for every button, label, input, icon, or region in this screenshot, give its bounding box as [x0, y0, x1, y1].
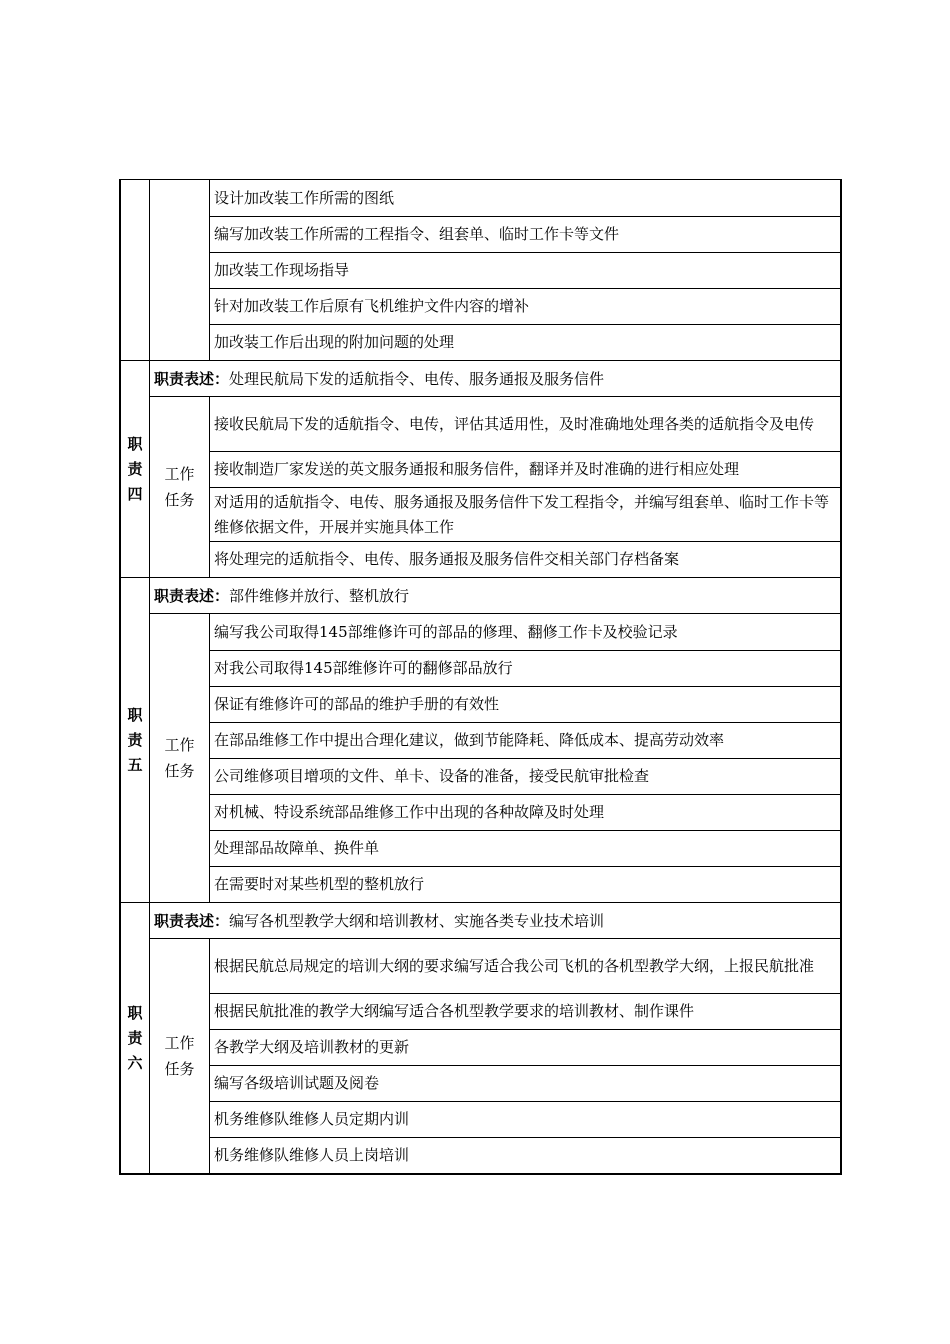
task-item: 在需要时对某些机型的整机放行 [210, 866, 840, 902]
task-item: 公司维修项目增项的文件、单卡、设备的准备，接受民航审批检查 [210, 758, 840, 794]
task-item: 根据民航总局规定的培训大纲的要求编写适合我公司飞机的各机型教学大纲，上报民航批准 [214, 956, 815, 975]
task-item: 根据民航批准的教学大纲编写适合各机型教学要求的培训教材、制作课件 [210, 993, 840, 1029]
task-label: 工作任务 [150, 939, 210, 1173]
task-item: 机务维修队维修人员上岗培训 [210, 1137, 840, 1173]
duty-label: 职 责 四 [119, 361, 150, 577]
duty-description-label: 职责表述： [154, 912, 230, 930]
task-item: 对机械、特设系统部品维修工作中出现的各种故障及时处理 [210, 794, 840, 830]
task-item: 编写我公司取得145部维修许可的部品的修理、翻修工作卡及校验记录 [214, 622, 678, 641]
duty-section-continued [119, 180, 840, 360]
task-item: 各教学大纲及培训教材的更新 [210, 1029, 840, 1065]
task-item: 加改装工作后出现的附加问题的处理 [210, 324, 840, 360]
task-label: 工作任务 [150, 397, 210, 577]
task-item: 将处理完的适航指令、电传、服务通报及服务信件交相关部门存档备案 [210, 541, 840, 577]
duty-description [150, 361, 840, 397]
duty-label: 职 责 五 [119, 578, 150, 902]
duty-section-six [119, 902, 840, 1173]
duty-description [150, 903, 840, 939]
task-label-empty [150, 180, 210, 360]
task-item: 加改装工作现场指导 [210, 252, 840, 288]
duty-section-five [119, 577, 840, 902]
task-item: 处理部品故障单、换件单 [210, 830, 840, 866]
duty-description [150, 578, 840, 614]
duty-label [119, 180, 150, 360]
duty-section-four [119, 360, 840, 577]
task-item: 对我公司取得145部维修许可的翻修部品放行 [210, 650, 840, 686]
duty-description-label: 职责表述： [154, 587, 230, 605]
duty-description-text: 部件维修并放行、整机放行 [229, 587, 410, 605]
task-item: 在部品维修工作中提出合理化建议，做到节能降耗、降低成本、提高劳动效率 [210, 722, 840, 758]
task-item: 接收民航局下发的适航指令、电传，评估其适用性，及时准确地处理各类的适航指令及电传 [214, 414, 815, 433]
task-item: 接收制造厂家发送的英文服务通报和服务信件，翻译并及时准确的进行相应处理 [210, 451, 840, 487]
task-item: 针对加改装工作后原有飞机维护文件内容的增补 [210, 288, 840, 324]
duty-label: 职 责 六 [119, 903, 150, 1173]
task-item: 编写各级培训试题及阅卷 [210, 1065, 840, 1101]
duty-description-text: 处理民航局下发的适航指令、电传、服务通报及服务信件 [229, 370, 605, 388]
duty-table [119, 179, 842, 1175]
task-item: 编写加改装工作所需的工程指令、组套单、临时工作卡等文件 [210, 216, 840, 252]
task-item: 对适用的适航指令、电传、服务通报及服务信件下发工程指令，并编写组套单、临时工作卡等维修依据文件，开展并实施具体工作 [210, 487, 840, 541]
task-item: 机务维修队维修人员定期内训 [210, 1101, 840, 1137]
task-item: 保证有维修许可的部品的维护手册的有效性 [210, 686, 840, 722]
task-label: 工作任务 [150, 614, 210, 902]
duty-description-text: 编写各机型教学大纲和培训教材、实施各类专业技术培训 [229, 912, 605, 930]
task-item: 设计加改装工作所需的图纸 [214, 188, 395, 207]
duty-description-label: 职责表述： [154, 370, 230, 388]
